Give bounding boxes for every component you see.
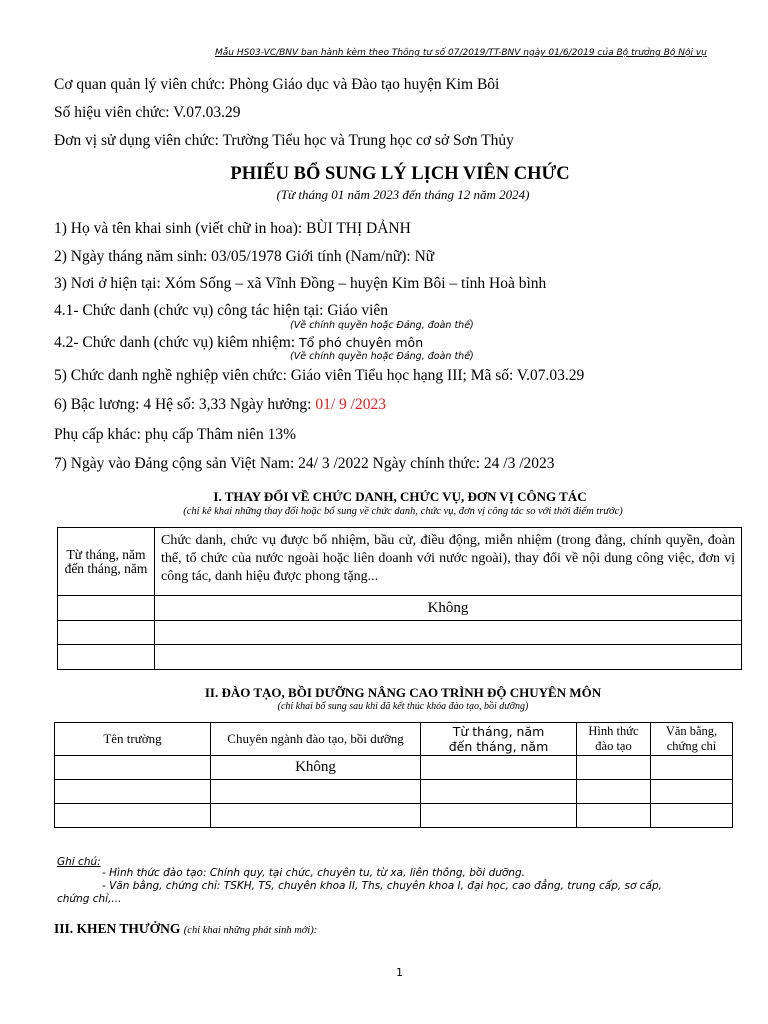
field-date-of-birth: 2) Ngày tháng năm sinh: 03/05/1978 Giới tính (Nam/nữ): Nữ xyxy=(54,248,435,265)
field-allowance: Phụ cấp khác: phụ cấp Thâm niên 13% xyxy=(54,426,297,443)
training-table xyxy=(54,722,733,828)
table-cell xyxy=(211,780,421,804)
page-title: PHIẾU BỔ SUNG LÝ LỊCH VIÊN CHỨC xyxy=(230,164,570,184)
salary-label: 6) Bậc lương: 4 Hệ số: 3,33 Ngày hưởng: xyxy=(54,396,316,413)
current-position-label: 4.1- Chức danh (chức vụ) công tác hiện tại: xyxy=(54,302,328,319)
table-cell xyxy=(55,804,211,828)
field-address: 3) Nơi ở hiện tại: Xóm Sống – xã Vĩnh Đồng – huyện Kim Bôi – tỉnh Hoà bình xyxy=(54,275,547,292)
col-details-header: Chức danh, chức vụ được bổ nhiệm, bầu cử, điều động, miễn nhiệm (trong đảng, chính quyền, đoàn thể, tổ chức của nước ngoài hoặc liên doanh với nước ngoài), thay đổi về nội dung công việc, đơn vị công tác, danh hiệu được phong tặng... xyxy=(155,528,742,596)
table-cell xyxy=(651,756,733,780)
salary-effective-date: 01/ 9 /2023 xyxy=(315,396,386,413)
field-professional-title: 5) Chức danh nghề nghiệp viên chức: Giáo viên Tiểu học hạng III; Mã số: V.07.03.29 xyxy=(54,367,585,384)
concurrent-position-value: Tổ phó chuyên môn xyxy=(298,335,424,350)
section3-title: III. KHEN THƯỞNG xyxy=(54,921,181,936)
table-cell xyxy=(651,780,733,804)
section2-note: (chỉ khai bổ sung sau khi đã kết thúc khóa đào tạo, bồi dưỡng) xyxy=(277,701,529,712)
notes-line-degree: - Văn bằng, chứng chỉ: TSKH, TS, chuyên khoa II, Ths, chuyên khoa I, đại học, cao đẳng, trung cấp, sơ cấp, xyxy=(102,880,662,892)
table-cell xyxy=(155,621,742,645)
form-reference-note: Mẫu HS03-VC/BNV ban hành kèm theo Thông tư số 07/2019/TT-BNV ngày 01/6/2019 của Bộ trưởng Bộ Nội vụ xyxy=(215,48,707,58)
employing-unit: Đơn vị sử dụng viên chức: Trường Tiểu học và Trung học cơ sở Sơn Thủy xyxy=(54,132,514,149)
field-salary xyxy=(54,396,386,414)
position-changes-table xyxy=(57,527,742,670)
table-cell: Không xyxy=(211,756,421,780)
table-cell xyxy=(58,596,155,621)
col-period-header: Từ tháng, năm đến tháng, năm xyxy=(58,528,155,596)
table-cell xyxy=(651,804,733,828)
section3-note: (chỉ khai những phát sinh mới): xyxy=(183,925,318,936)
table-header-row xyxy=(58,528,742,596)
page-subtitle: (Từ tháng 01 năm 2023 đến tháng 12 năm 2024) xyxy=(276,187,530,202)
col-school-header: Tên trường xyxy=(55,723,211,756)
field-party-membership: 7) Ngày vào Đảng cộng sản Việt Nam: 24/ 3 /2022 Ngày chính thức: 24 /3 /2023 xyxy=(54,455,555,472)
section3-heading xyxy=(54,921,317,937)
table-cell xyxy=(577,756,651,780)
page-number: 1 xyxy=(396,966,403,979)
table-cell xyxy=(577,804,651,828)
table-row xyxy=(58,596,742,621)
table-row xyxy=(58,645,742,670)
col-training-type-header: Hình thức đào tạo xyxy=(577,723,651,756)
table-row xyxy=(55,804,733,828)
notes-label: Ghi chú: xyxy=(57,856,101,868)
table-cell xyxy=(155,645,742,670)
table-row xyxy=(58,621,742,645)
table-cell xyxy=(55,780,211,804)
managing-agency: Cơ quan quản lý viên chức: Phòng Giáo dục và Đào tạo huyện Kim Bôi xyxy=(54,76,500,93)
field-full-name: 1) Họ và tên khai sinh (viết chữ in hoa): BÙI THỊ DẢNH xyxy=(54,220,411,237)
current-position-hint: (Về chính quyền hoặc Đảng, đoàn thể) xyxy=(290,320,474,331)
table-cell xyxy=(58,621,155,645)
table-cell xyxy=(58,645,155,670)
notes-line-training-type: - Hình thức đào tạo: Chính quy, tại chức, chuyên tu, từ xa, liên thông, bồi dưỡng. xyxy=(102,867,525,879)
section1-note: (chỉ kê khai những thay đổi hoặc bổ sung về chức danh, chức vụ, đơn vị công tác so với thời điểm trước) xyxy=(183,506,623,517)
notes-line-degree-cont: chứng chỉ,... xyxy=(57,893,122,905)
section2-heading: II. ĐÀO TẠO, BỒI DƯỠNG NÂNG CAO TRÌNH ĐỘ CHUYÊN MÔN xyxy=(204,685,602,700)
col-period-header: Từ tháng, năm đến tháng, năm xyxy=(421,723,577,756)
table-row xyxy=(55,756,733,780)
table-cell xyxy=(421,804,577,828)
table-cell xyxy=(577,780,651,804)
concurrent-position-hint: (Về chính quyền hoặc Đảng, đoàn thể) xyxy=(290,351,474,362)
concurrent-position-label: 4.2- Chức danh (chức vụ) kiêm nhiệm: xyxy=(54,334,299,351)
section1-heading: I. THAY ĐỔI VỀ CHỨC DANH, CHỨC VỤ, ĐƠN VỊ CÔNG TÁC xyxy=(213,489,587,504)
table-cell xyxy=(211,804,421,828)
table-cell xyxy=(421,756,577,780)
employee-code: Số hiệu viên chức: V.07.03.29 xyxy=(54,104,241,121)
table-cell xyxy=(55,756,211,780)
col-degree-header: Văn bằng, chứng chỉ xyxy=(651,723,733,756)
current-position-value: Giáo viên xyxy=(327,302,389,319)
table-cell: Không xyxy=(155,596,742,621)
table-header-row xyxy=(55,723,733,756)
col-major-header: Chuyên ngành đào tạo, bồi dưỡng xyxy=(211,723,421,756)
field-current-position xyxy=(54,302,388,320)
table-cell xyxy=(421,780,577,804)
table-row xyxy=(55,780,733,804)
field-concurrent-position xyxy=(54,334,423,352)
